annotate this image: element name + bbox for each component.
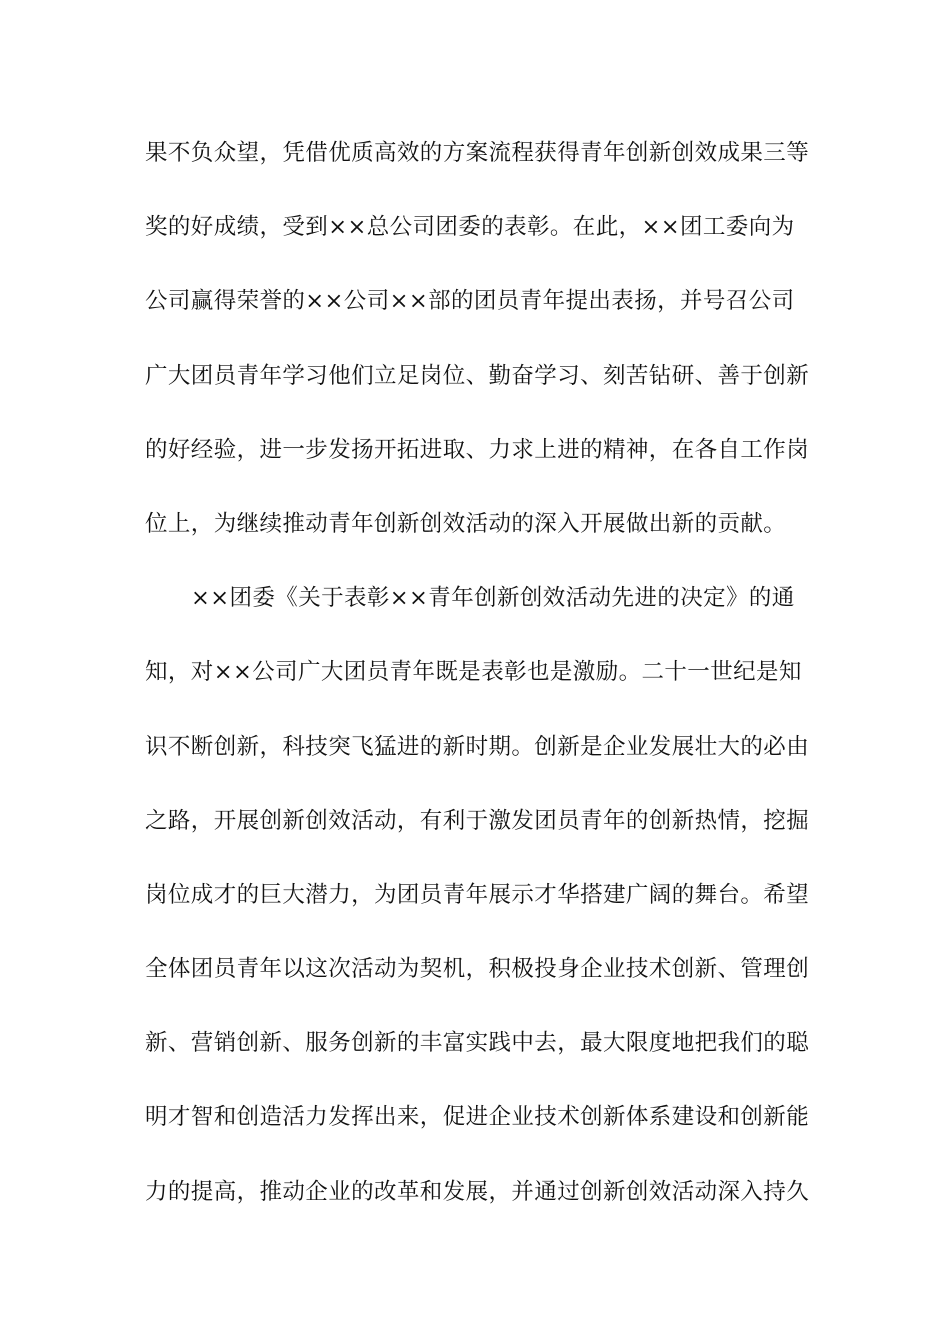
text-line: 的好经验，进一步发扬开拓进取、力求上进的精神，在各自工作岗 [145, 436, 810, 463]
text-line: 知，对××公司广大团员青年既是表彰也是激励。二十一世纪是知 [145, 659, 802, 686]
text-line: 全体团员青年以这次活动为契机，积极投身企业技术创新、管理创 [145, 956, 810, 983]
text-line: 力的提高，推动企业的改革和发展，并通过创新创效活动深入持久 [145, 1178, 810, 1205]
text-line: 之路，开展创新创效活动，有利于激发团员青年的创新热情，挖掘 [145, 807, 810, 834]
paragraph-first-line: ××团委《关于表彰××青年创新创效活动先进的决定》的通 [191, 585, 795, 612]
text-line: 位上，为继续推动青年创新创效活动的深入开展做出新的贡献。 [145, 510, 787, 537]
text-line: 广大团员青年学习他们立足岗位、勤奋学习、刻苦钻研、善于创新 [145, 362, 810, 389]
body-text [145, 133, 810, 1246]
text-line: 明才智和创造活力发挥出来，促进企业技术创新体系建设和创新能 [145, 1104, 810, 1131]
text-line: 公司赢得荣誉的××公司××部的团员青年提出表扬，并号召公司 [145, 288, 795, 315]
text-line: 岗位成才的巨大潜力，为团员青年展示才华搭建广阔的舞台。希望 [145, 881, 810, 908]
text-line: 新、营销创新、服务创新的丰富实践中去，最大限度地把我们的聪 [145, 1030, 810, 1057]
text-line: 果不负众望，凭借优质高效的方案流程获得青年创新创效成果三等 [145, 140, 810, 166]
text-line: 识不断创新，科技突飞猛进的新时期。创新是企业发展壮大的必由 [145, 733, 810, 760]
text-line: 奖的好成绩，受到××总公司团委的表彰。在此，××团工委向为 [145, 214, 795, 241]
